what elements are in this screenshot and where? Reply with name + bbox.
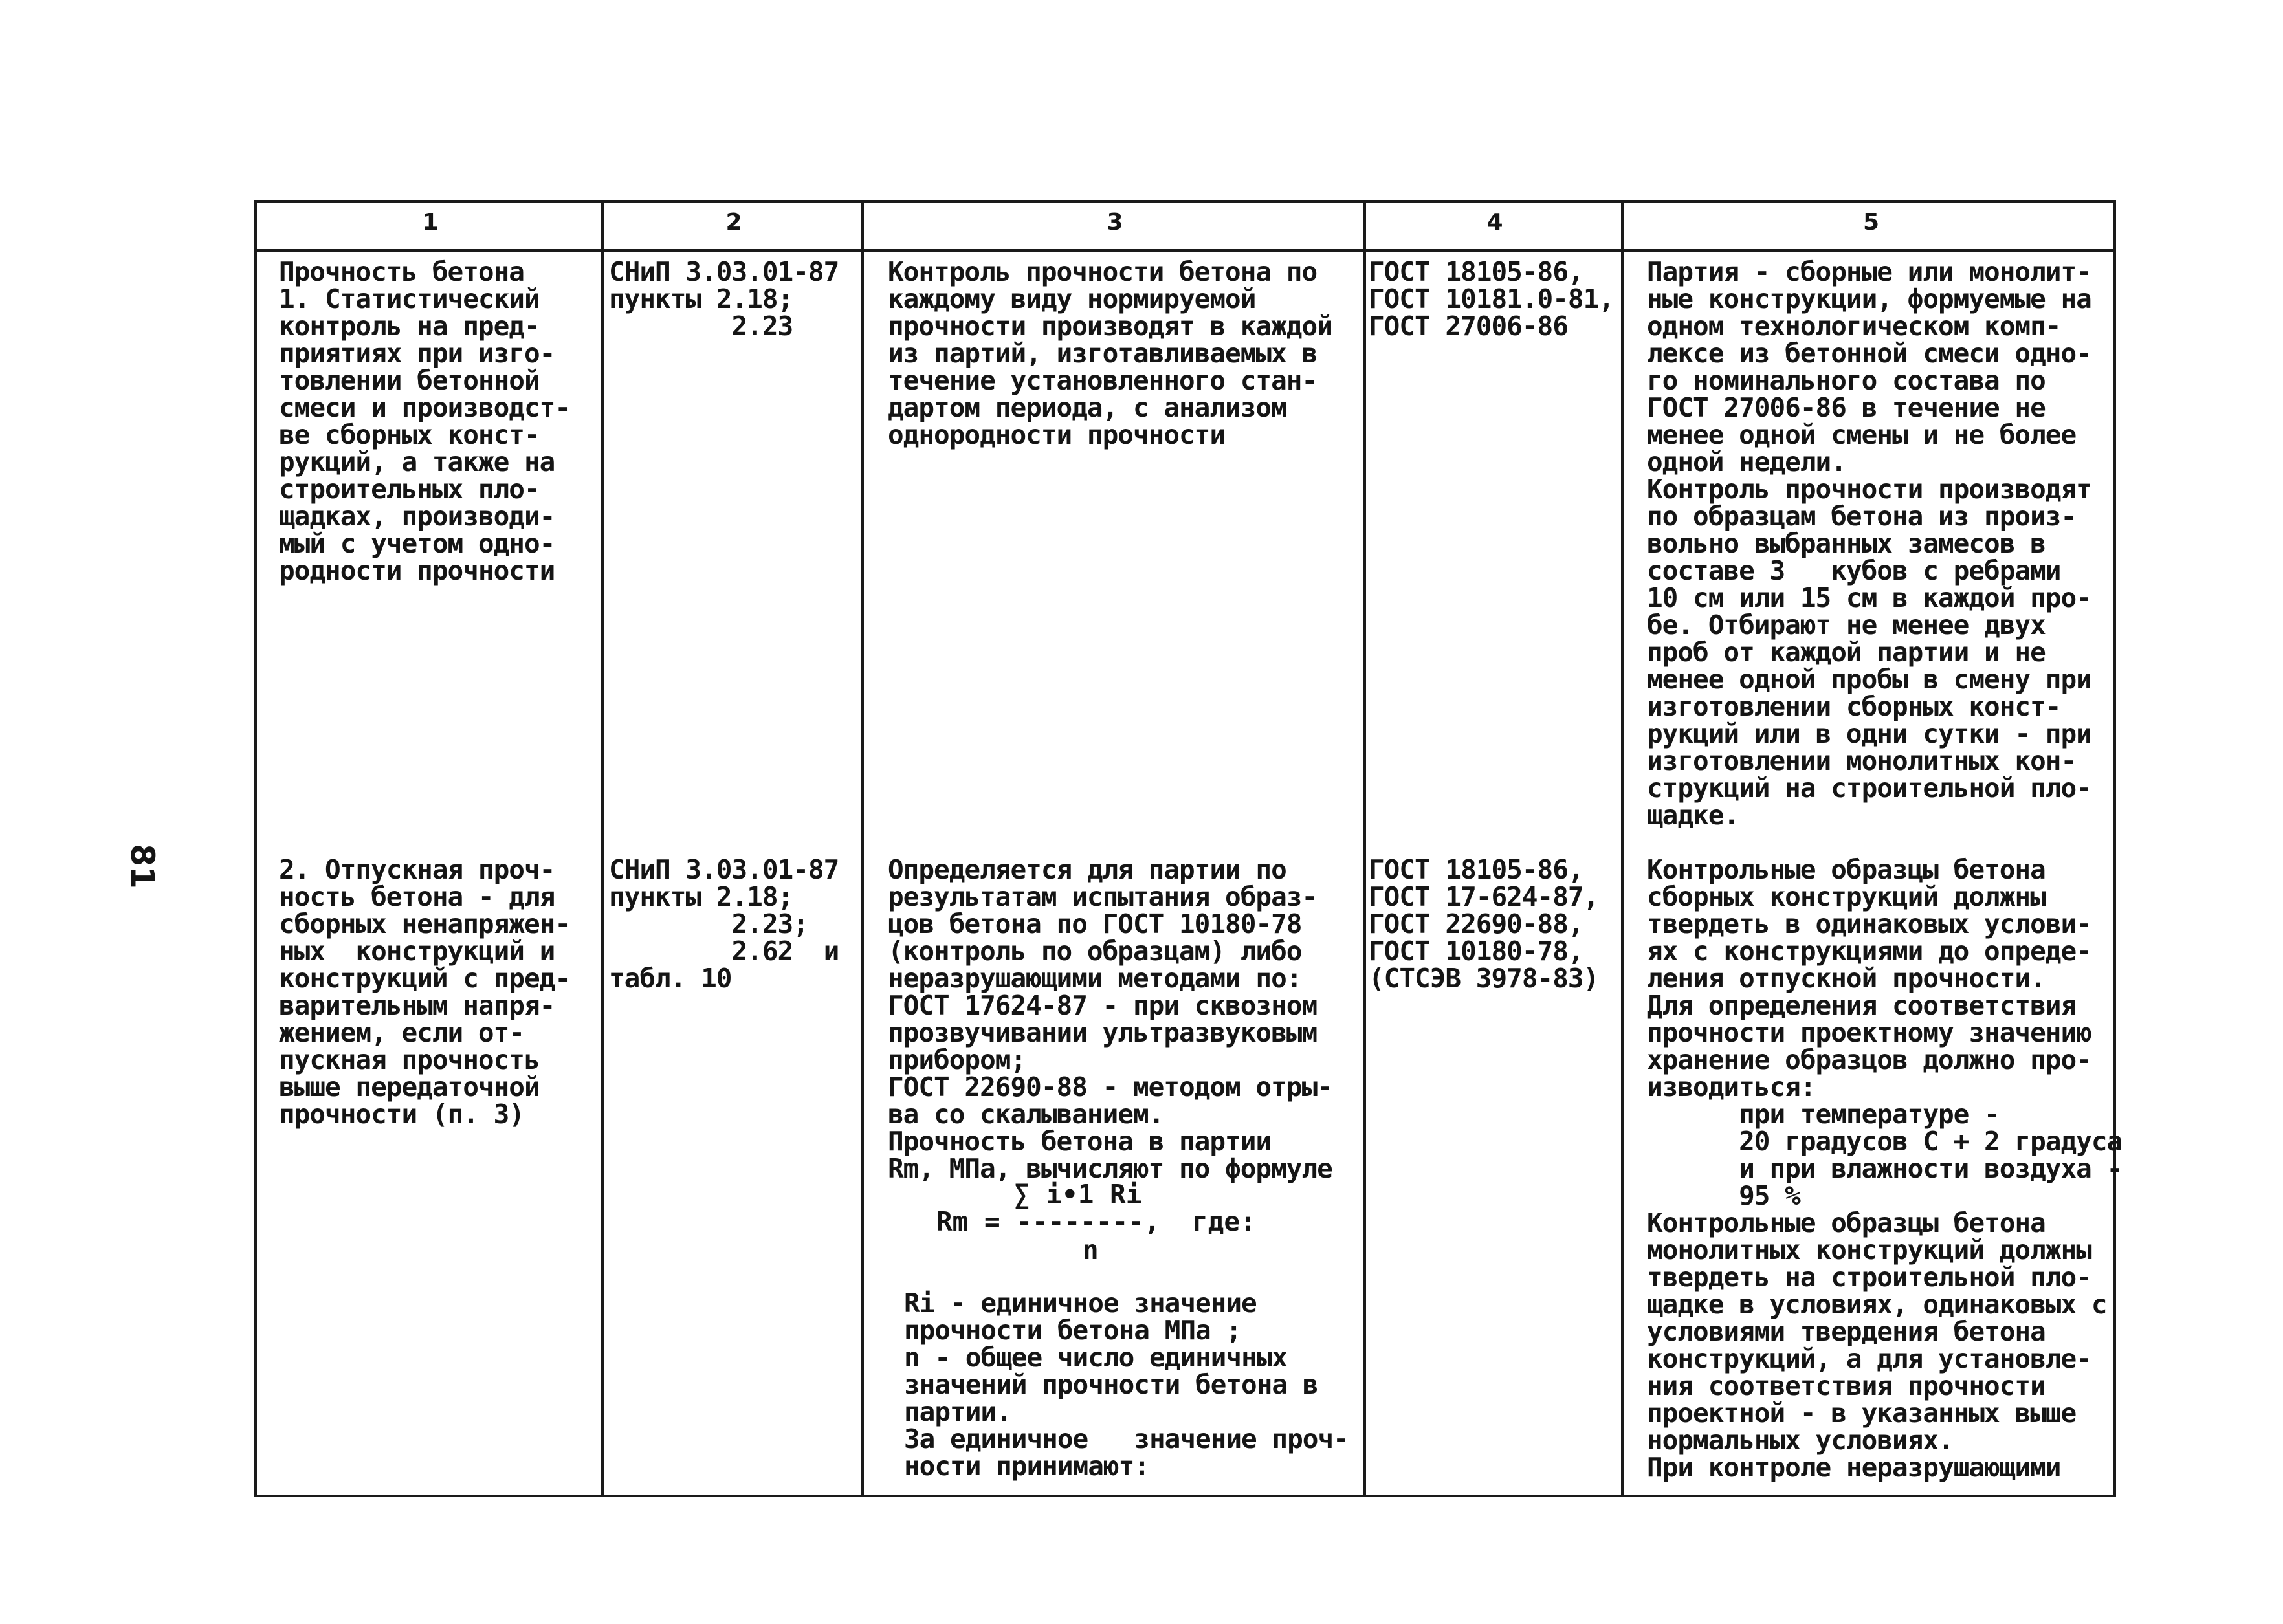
header-col-2: 2	[725, 209, 742, 236]
row1-standards: ГОСТ 18105-86, ГОСТ 10181.0-81, ГОСТ 27006-86	[1369, 256, 1614, 342]
page-number: 81	[123, 844, 161, 889]
table-header-row	[257, 203, 2113, 252]
row1-control-method: Контроль прочности бетона по каждому виду нормируемой прочности производят в каждой из партий, изготавливаемых в течение установленного стан- дартом периода, с анализом однородности прочности	[888, 256, 1332, 450]
row2-indicator: 2. Отпускная проч- ность бетона - для сборных ненапряжен- ных конструкций и конструкций с пред- варительным напря- жением, если от- пускная прочность выше передаточной прочности (п. 3)	[279, 854, 570, 1130]
formula-main: Rm = --------, где:	[936, 1206, 1256, 1237]
column-divider	[1363, 203, 1366, 1496]
header-col-5: 5	[1862, 209, 1880, 236]
row2-formula-legend: Ri - единичное значение прочности бетона МПа ; n - общее число единичных значений прочности бетона в партии. За единичное значение проч- ности принимают:	[904, 1288, 1349, 1482]
row1-indicator: Прочность бетона 1. Статистический контроль на пред- приятиях при изго- товлении бетонной смеси и производст- ве сборных конст- рукций, а также на строительных пло- щадках, производи- мый с учетом одно- родности прочности	[279, 256, 570, 586]
header-col-1: 1	[422, 209, 439, 236]
row2-procedure: Контрольные образцы бетона сборных конструкций должны твердеть в одинаковых услови- ях с конструкциями до опреде- ления отпускной прочности. Для определения соответствия прочности проектному значению хранение образцов должно про- изводиться: при температуре - 20 градусов С + 2 градуса и при влажности воздуха - 95 % Контрольные образцы бетона монолитных конструкций должны твердеть на строительной пло- щадке в условиях, одинаковых с условиями твердения бетона конструкций, а для установле- ния соответствия прочности проектной - в указанных выше нормальных условиях. При контроле неразрушающими	[1647, 854, 2123, 1483]
column-divider	[601, 203, 604, 1496]
column-divider	[861, 203, 864, 1496]
row1-procedure: Партия - сборные или монолит- ные конструкции, формуемые на одном технологическом комп- лексе из бетонной смеси одно- го номинального состава по ГОСТ 27006-86 в течение не менее одной смены и не более одной недели. Контроль прочности производят по образцам бетона из произ- вольно выбранных замесов в составе 3 кубов с ребрами 10 см или 15 см в каждой про- бе. Отбирают не менее двух проб от каждой партии и не менее одной пробы в смену при изготовлении сборных конст- рукций или в одни сутки - при изготовлении монолитных кон- струкций на строительной пло- щадке.	[1647, 256, 2091, 831]
formula-denominator: n	[1083, 1234, 1099, 1266]
row2-control-method: Определяется для партии по результатам испытания образ- цов бетона по ГОСТ 10180-78 (контроль по образцам) либо неразрушающими методами по: ГОСТ 17624-87 - при сквозном прозвучивании ультразвуковым прибором; ГОСТ 22690-88 - методом отры- ва со скалыванием. Прочность бетона в партии Rm, МПа, вычисляют по формуле	[888, 854, 1332, 1184]
column-divider	[1621, 203, 1624, 1496]
header-col-4: 4	[1486, 209, 1503, 236]
row2-normative-doc: СНиП 3.03.01-87 пункты 2.18; 2.23; 2.62 и табл. 10	[609, 854, 839, 994]
formula-numerator: ∑ i•1 Ri	[1014, 1179, 1142, 1210]
row2-standards: ГОСТ 18105-86, ГОСТ 17-624-87, ГОСТ 22690-88, ГОСТ 10180-78, (СТСЭВ 3978-83)	[1369, 854, 1599, 994]
row1-normative-doc: СНиП 3.03.01-87 пункты 2.18; 2.23	[609, 256, 839, 342]
table-bottom-line	[254, 1495, 2116, 1497]
requirements-table	[254, 200, 2123, 1496]
header-col-3: 3	[1107, 209, 1123, 236]
